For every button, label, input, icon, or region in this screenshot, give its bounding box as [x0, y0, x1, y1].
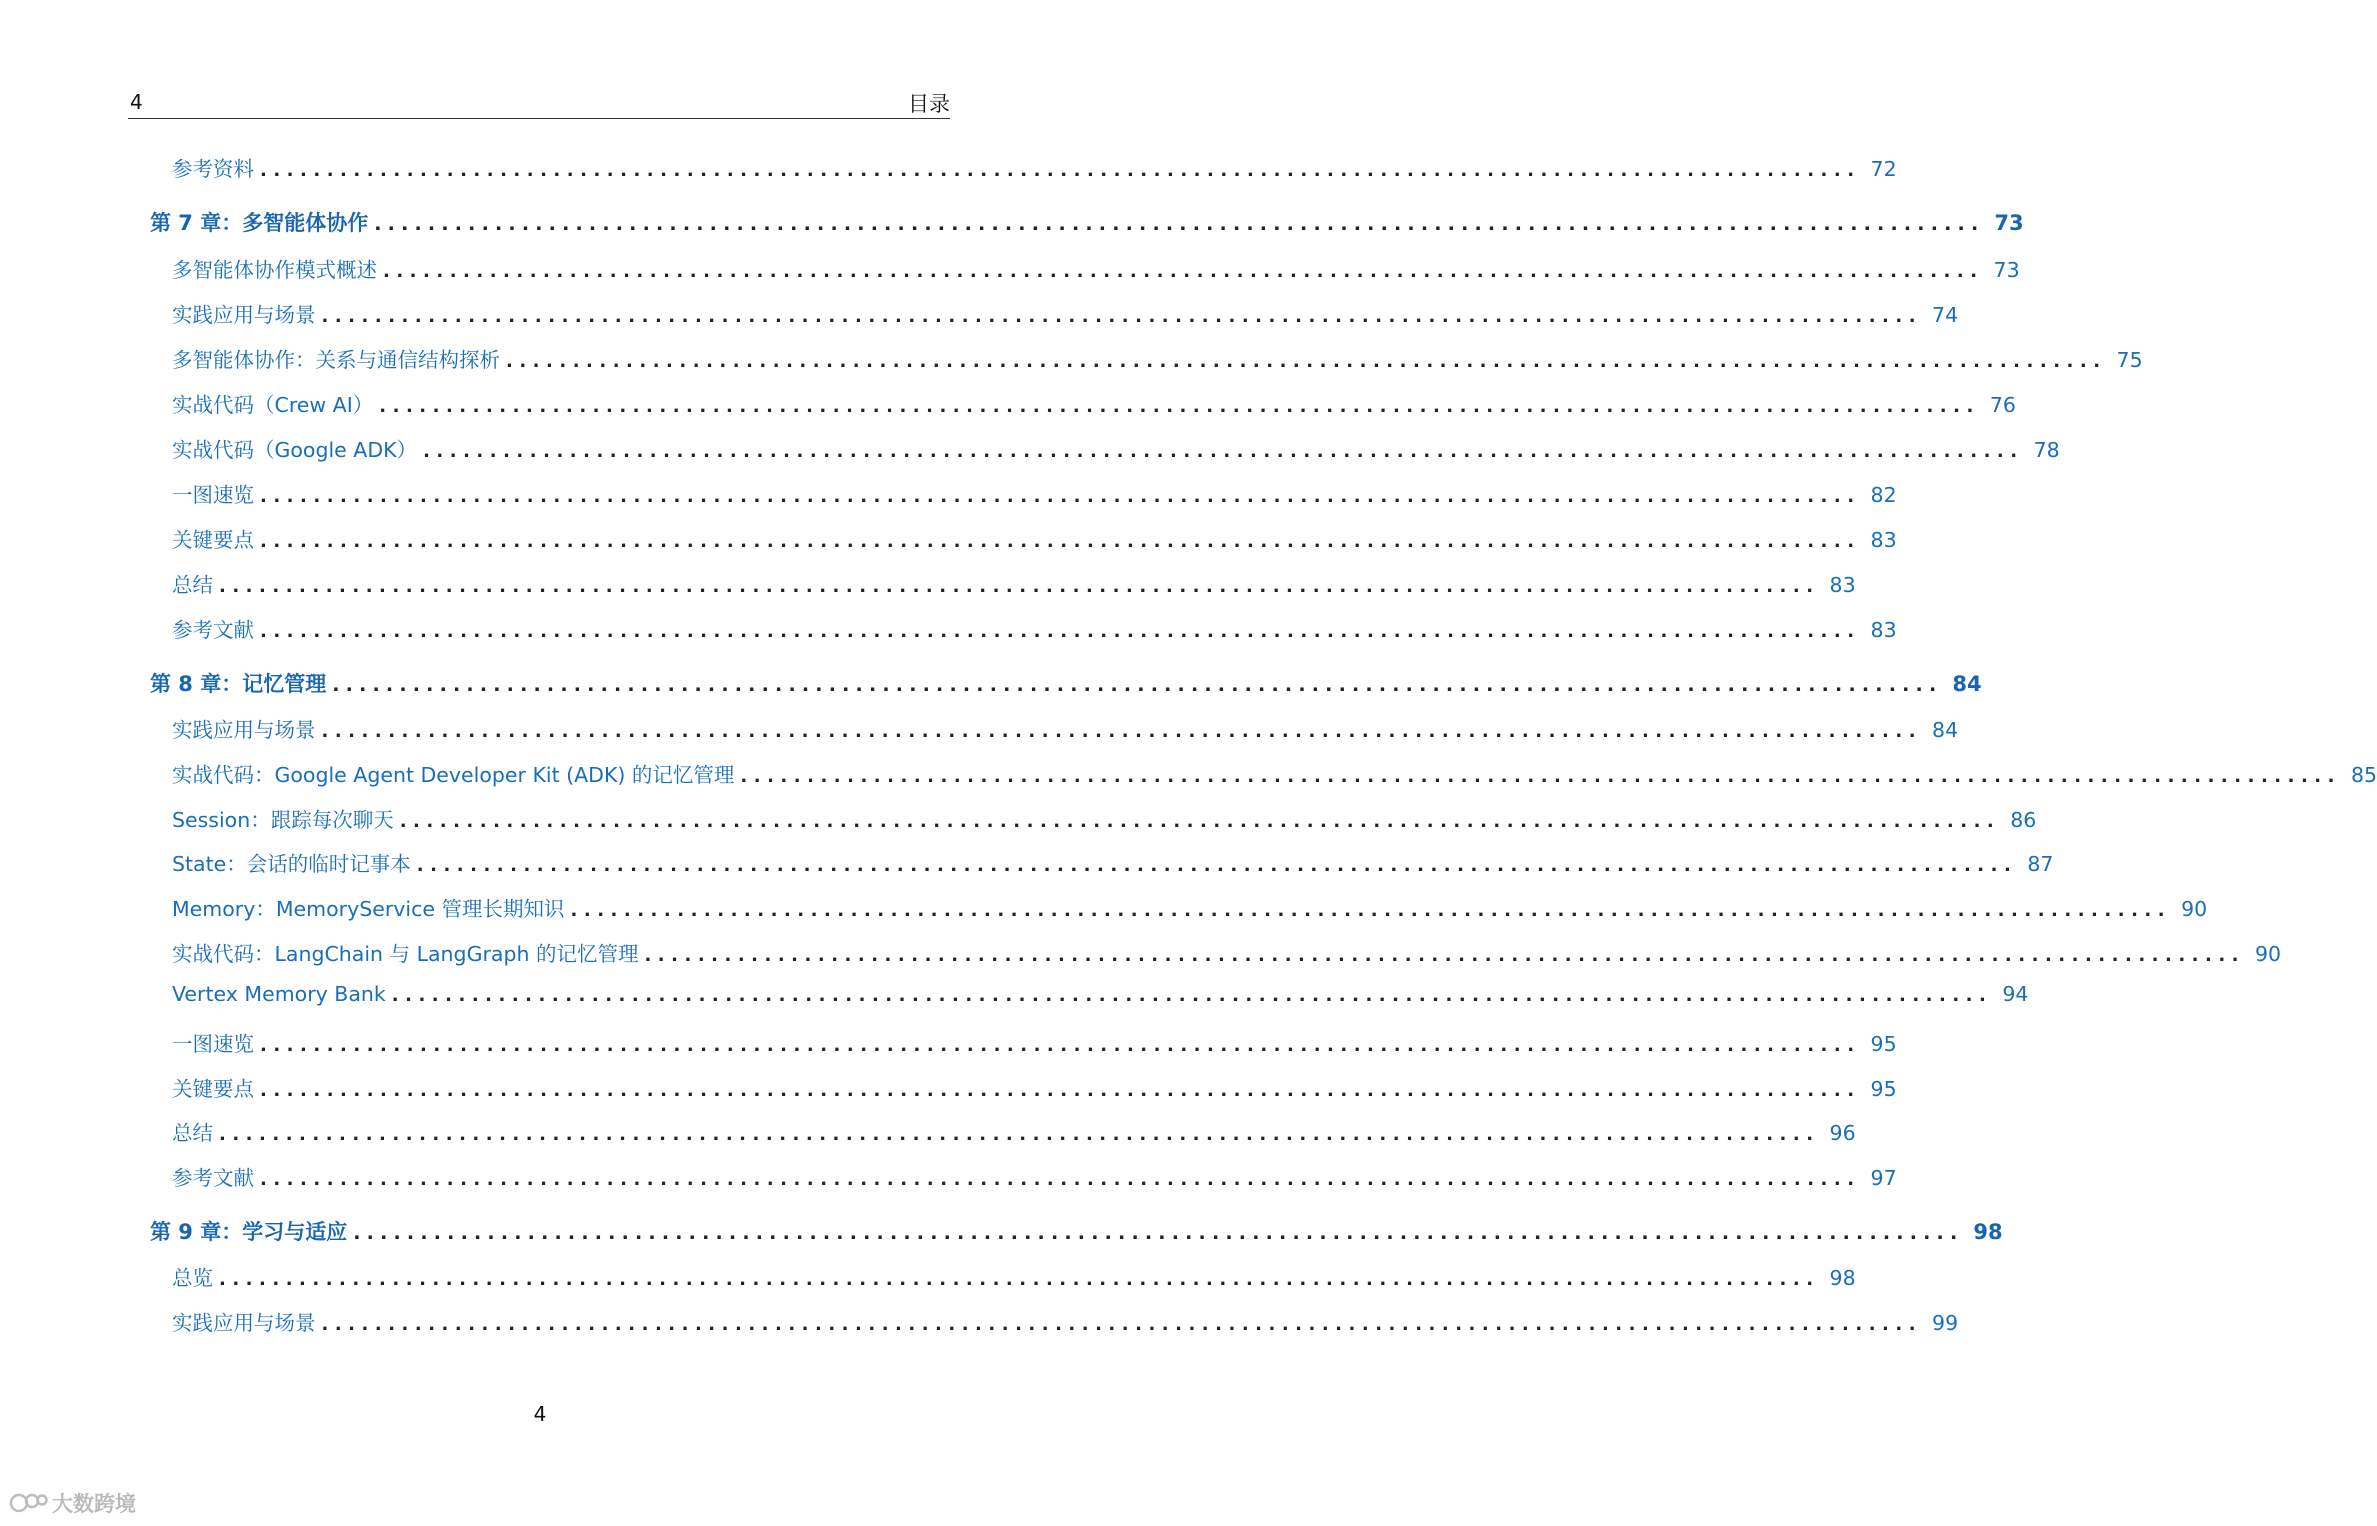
toc-leader-dots: ........................................................................................................................: [321, 306, 1923, 327]
toc-leader-dots: ........................................................................................................................: [383, 261, 1984, 282]
toc-page-number: 83: [1829, 573, 1856, 597]
toc-entry-title: 多智能体协作模式概述: [172, 258, 377, 282]
toc-entry-title: 总结: [172, 573, 213, 597]
toc-page-number: 83: [1870, 528, 1897, 552]
toc-entry-title: Memory：MemoryService 管理长期知识: [172, 897, 565, 921]
toc-entry-title: 实战代码：LangChain 与 LangGraph 的记忆管理: [172, 942, 639, 966]
toc-entry-title: 实践应用与场景: [172, 718, 316, 742]
toc-page-number: 78: [2033, 438, 2060, 462]
toc-entry-title: 实战代码（Crew AI）: [172, 393, 374, 417]
toc-entry[interactable]: [172, 298, 1959, 328]
header-page-number: 4: [130, 90, 143, 114]
toc-page-number: 84: [1932, 718, 1959, 742]
toc-entry-title: 实践应用与场景: [172, 1311, 316, 1335]
toc-entry[interactable]: [172, 523, 1897, 553]
toc-page-number: 97: [1870, 1166, 1897, 1190]
toc-leader-dots: ........................................................................................................................: [506, 351, 2107, 372]
toc-entry[interactable]: [172, 568, 1856, 598]
header-title: 目录: [908, 92, 950, 116]
toc-leader-dots: ........................................................................................................................: [391, 985, 1993, 1006]
toc-leader-dots: ........................................................................................................................: [260, 486, 1861, 507]
toc-entry-title: 关键要点: [172, 528, 254, 552]
toc-entry[interactable]: [172, 937, 2282, 967]
toc-entry-title: 第 7 章：多智能体协作: [150, 211, 369, 235]
toc-page-number: 90: [2255, 942, 2282, 966]
page-header: [128, 88, 950, 119]
watermark: [8, 1488, 136, 1518]
toc-leader-dots: ........................................................................................................................: [399, 811, 2001, 832]
toc-entry[interactable]: [172, 1261, 1856, 1291]
toc-page-number: 98: [1829, 1266, 1856, 1290]
toc-page-number: 72: [1870, 157, 1897, 181]
toc-page-number: 99: [1932, 1311, 1959, 1335]
toc-page-number: 87: [2027, 852, 2054, 876]
toc-page-number: 90: [2181, 897, 2208, 921]
toc-entry-title: 关键要点: [172, 1077, 254, 1101]
toc-leader-dots: ........................................................................................................................: [219, 1124, 1820, 1145]
toc-page-number: 73: [1994, 211, 2024, 235]
toc-leader-dots: ........................................................................................................................: [416, 855, 2018, 876]
wechat-logo-icon: [8, 1491, 48, 1515]
footer-page-number: 4: [533, 1402, 547, 1426]
toc-entry[interactable]: [172, 433, 2060, 463]
toc-chapter-entry[interactable]: [150, 207, 2024, 237]
toc-leader-dots: ........................................................................................................................: [260, 1035, 1861, 1056]
toc-leader-dots: ........................................................................................................................: [374, 213, 1985, 235]
toc-entry-title: 总结: [172, 1121, 213, 1145]
toc-entry[interactable]: [172, 803, 2037, 833]
toc-leader-dots: ........................................................................................................................: [219, 576, 1820, 597]
toc-entry[interactable]: [172, 478, 1897, 508]
toc-entry[interactable]: [172, 1027, 1897, 1057]
toc-entry[interactable]: [172, 152, 1897, 182]
toc-entry-title: 第 9 章：学习与适应: [150, 1220, 348, 1244]
toc-entry-title: Vertex Memory Bank: [172, 982, 386, 1006]
toc-entry[interactable]: [172, 388, 2016, 418]
toc-entry-title: 参考文献: [172, 1166, 254, 1190]
toc-entry-title: 实践应用与场景: [172, 303, 316, 327]
toc-entry[interactable]: [172, 713, 1959, 743]
toc-leader-dots: ........................................................................................................................: [353, 1222, 1964, 1244]
toc-entry-title: 多智能体协作：关系与通信结构探析: [172, 348, 500, 372]
toc-page-number: 85: [2350, 763, 2377, 787]
toc-entry-title: Session：跟踪每次聊天: [172, 808, 394, 832]
toc-entry[interactable]: [172, 847, 2054, 877]
toc-page-number: 95: [1870, 1032, 1897, 1056]
toc-page-number: 86: [2010, 808, 2037, 832]
toc-page-number: 96: [1829, 1121, 1856, 1145]
toc-entry[interactable]: [172, 1116, 1856, 1146]
toc-entry-title: 实战代码（Google ADK）: [172, 438, 418, 462]
toc-entry-title: State：会话的临时记事本: [172, 852, 411, 876]
toc-page-number: 84: [1952, 672, 1982, 696]
toc-leader-dots: ........................................................................................................................: [740, 766, 2341, 787]
toc-entry-title: 一图速览: [172, 1032, 254, 1056]
toc-page-number: 98: [1973, 1220, 2003, 1244]
toc-leader-dots: ........................................................................................................................: [219, 1269, 1820, 1290]
toc-leader-dots: ........................................................................................................................: [644, 945, 2246, 966]
toc-leader-dots: ........................................................................................................................: [570, 900, 2172, 921]
toc-entry[interactable]: [172, 892, 2208, 922]
toc-entry[interactable]: [172, 343, 2143, 373]
toc-entry-title: 第 8 章：记忆管理: [150, 672, 327, 696]
toc-entry-title: 参考文献: [172, 618, 254, 642]
toc-leader-dots: ........................................................................................................................: [321, 721, 1923, 742]
toc-page-number: 82: [1870, 483, 1897, 507]
toc-leader-dots: ........................................................................................................................: [379, 396, 1980, 417]
toc-leader-dots: ........................................................................................................................: [332, 674, 1943, 696]
toc-entry[interactable]: [172, 982, 2029, 1006]
toc-leader-dots: ........................................................................................................................: [321, 1314, 1923, 1335]
toc-chapter-entry[interactable]: [150, 668, 1982, 698]
toc-chapter-entry[interactable]: [150, 1216, 2003, 1246]
toc-page-number: 75: [2116, 348, 2143, 372]
toc-entry-title: 参考资料: [172, 157, 254, 181]
toc-entry[interactable]: [172, 253, 2020, 283]
toc-page-number: 83: [1870, 618, 1897, 642]
toc-leader-dots: ........................................................................................................................: [423, 441, 2024, 462]
toc-entry[interactable]: [172, 758, 2377, 788]
toc-entry[interactable]: [172, 1306, 1959, 1336]
toc-leader-dots: ........................................................................................................................: [260, 1080, 1861, 1101]
toc-leader-dots: ........................................................................................................................: [260, 621, 1861, 642]
watermark-text: 大数跨境: [52, 1492, 136, 1516]
toc-entry-title: 实战代码：Google Agent Developer Kit (ADK) 的记忆管理: [172, 763, 735, 787]
toc-leader-dots: ........................................................................................................................: [260, 531, 1861, 552]
toc-entry-title: 总览: [172, 1266, 213, 1290]
toc-page-number: 74: [1932, 303, 1959, 327]
toc-page-number: 73: [1993, 258, 2020, 282]
toc-entry-title: 一图速览: [172, 483, 254, 507]
toc-entry[interactable]: [172, 1072, 1897, 1102]
toc-page-number: 76: [1989, 393, 2016, 417]
toc-leader-dots: ........................................................................................................................: [260, 160, 1861, 181]
toc-page-number: 95: [1870, 1077, 1897, 1101]
toc-entry[interactable]: [172, 1161, 1897, 1191]
toc-leader-dots: ........................................................................................................................: [260, 1169, 1861, 1190]
toc-entry[interactable]: [172, 613, 1897, 643]
toc-page-number: 94: [2002, 982, 2029, 1006]
